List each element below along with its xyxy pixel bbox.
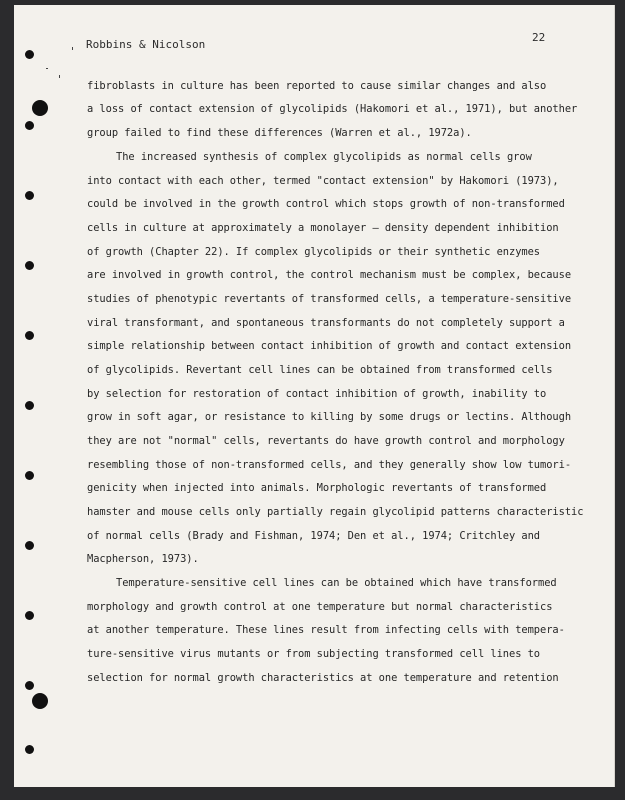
body-text-line: of normal cells (Brady and Fishman, 1974; Den et al., 1974; Critchley and xyxy=(87,530,541,542)
binder-hole xyxy=(25,121,34,130)
body-text-line: into contact with each other, termed "contact extension" by Hakomori (1973), xyxy=(87,175,559,187)
body-text-line: Macpherson, 1973). xyxy=(87,553,199,565)
binder-hole xyxy=(25,261,34,270)
body-text-line: could be involved in the growth control which stops growth of non-transformed xyxy=(87,198,565,210)
body-text-line: selection for normal growth characteristics at one temperature and retention xyxy=(87,672,559,684)
binder-hole xyxy=(25,471,34,480)
binder-hole xyxy=(25,191,34,200)
binder-hole xyxy=(25,50,34,59)
body-text-line: group failed to find these differences (Warren et al., 1972a). xyxy=(87,127,472,139)
body-text-line: cells in culture at approximately a monolayer — density dependent inhibition xyxy=(87,222,559,234)
body-text-line: by selection for restoration of contact inhibition of growth, inability to xyxy=(87,388,547,400)
body-text-line: genicity when injected into animals. Morphologic revertants of transformed xyxy=(87,482,547,494)
body-text-line: at another temperature. These lines result from infecting cells with tempera- xyxy=(87,624,565,636)
body-text-line: hamster and mouse cells only partially regain glycolipid patterns characteristic xyxy=(87,506,584,518)
stray-mark xyxy=(59,75,60,78)
body-text-line: of glycolipids. Revertant cell lines can be obtained from transformed cells xyxy=(87,364,553,376)
body-text-line: morphology and growth control at one temperature but normal characteristics xyxy=(87,601,553,613)
paragraph-first-line: Temperature-sensitive cell lines can be obtained which have transformed xyxy=(116,577,557,589)
body-text-line: grow in soft agar, or resistance to killing by some drugs or lectins. Although xyxy=(87,411,572,423)
body-text-line: they are not "normal" cells, revertants do have growth control and morphology xyxy=(87,435,565,447)
body-text-line: fibroblasts in culture has been reported to cause similar changes and also xyxy=(87,80,547,92)
body-text-line: viral transformant, and spontaneous transformants do not completely support a xyxy=(87,317,565,329)
body-text-line: ture-sensitive virus mutants or from subjecting transformed cell lines to xyxy=(87,648,541,660)
binder-hole xyxy=(25,401,34,410)
body-text-line: of growth (Chapter 22). If complex glycolipids or their synthetic enzymes xyxy=(87,246,541,258)
body-text-line: studies of phenotypic revertants of transformed cells, a temperature-sensitive xyxy=(87,293,572,305)
body-text-line: simple relationship between contact inhibition of growth and contact extension xyxy=(87,340,572,352)
stray-mark xyxy=(46,68,48,69)
running-header-author: Robbins & Nicolson xyxy=(86,38,206,51)
stray-mark xyxy=(72,47,73,50)
binder-hole xyxy=(25,745,34,754)
page-number: 22 xyxy=(532,31,546,44)
binder-hole xyxy=(25,681,34,690)
binder-hole xyxy=(32,693,48,709)
binder-hole xyxy=(25,541,34,550)
binder-hole xyxy=(25,331,34,340)
body-text-line: a loss of contact extension of glycolipids (Hakomori et al., 1971), but another xyxy=(87,103,578,115)
binder-hole xyxy=(25,611,34,620)
body-text-line: resembling those of non-transformed cells, and they generally show low tumori- xyxy=(87,459,572,471)
binder-hole xyxy=(32,100,48,116)
paragraph-first-line: The increased synthesis of complex glycolipids as normal cells grow xyxy=(116,151,532,163)
body-text-line: are involved in growth control, the control mechanism must be complex, because xyxy=(87,269,572,281)
